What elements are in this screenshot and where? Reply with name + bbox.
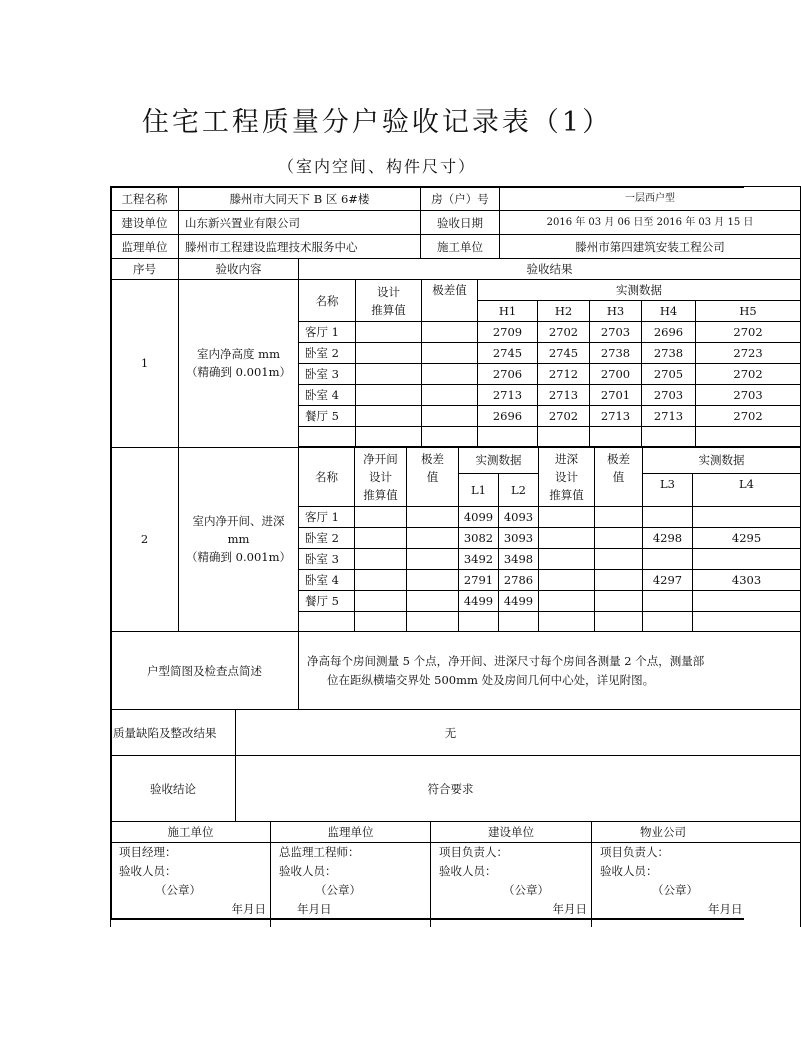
s2-depth-design-label bbox=[539, 447, 595, 506]
page-subtitle: （室内空间、构件尺寸） bbox=[277, 157, 476, 176]
s2-width-design-label bbox=[355, 447, 407, 506]
s1-h5-header: H5 bbox=[696, 301, 801, 322]
s1-cell: 2702 bbox=[538, 322, 590, 343]
s2-empty-cell bbox=[499, 611, 539, 631]
sig-role: 项目负责人： bbox=[439, 845, 508, 859]
col-result: 验收结果 bbox=[299, 259, 801, 280]
s1-cell: 2701 bbox=[590, 385, 642, 406]
defect-value: 无 bbox=[236, 710, 801, 756]
s2-cell: 4099 bbox=[459, 506, 499, 527]
s2-width-design-line3: 推算值 bbox=[363, 487, 398, 502]
s2-depth-design-line3: 推算值 bbox=[549, 487, 584, 502]
s1-cell: 2703 bbox=[590, 322, 642, 343]
s2-row-name: 卧室 2 bbox=[299, 527, 355, 548]
s1-h2-header: H2 bbox=[538, 301, 590, 322]
section1-content bbox=[179, 280, 299, 448]
s1-h3-header: H3 bbox=[590, 301, 642, 322]
s2-row-design bbox=[355, 527, 407, 548]
record-form bbox=[110, 186, 763, 919]
s2-cell: 4295 bbox=[693, 527, 801, 548]
s1-cell: 2723 bbox=[696, 343, 801, 364]
s1-cell: 2713 bbox=[642, 406, 696, 427]
sig-date: 年月日 bbox=[708, 902, 743, 916]
sig-role: 项目负责人： bbox=[600, 845, 669, 859]
s1-empty-cell bbox=[590, 427, 642, 447]
supervisor: 滕州市工程建设监理技术服务中心 bbox=[179, 235, 421, 259]
frame-bottom-border bbox=[110, 918, 744, 920]
section1-content-line1: 室内净高度 mm bbox=[197, 347, 280, 362]
sig-unit-property: 物业公司 bbox=[592, 822, 801, 843]
section2-content-line3: （精确到 0.001m） bbox=[186, 550, 291, 565]
s2-depth-tolerance-line2: 值 bbox=[612, 469, 625, 484]
sig-unit-construction: 施工单位 bbox=[111, 822, 271, 843]
s2-row-depth-design bbox=[539, 548, 595, 569]
project-name: 滕州市大同天下 B 区 6#楼 bbox=[179, 187, 421, 211]
s1-name-label: 名称 bbox=[299, 280, 356, 322]
s2-row-design bbox=[355, 590, 407, 611]
defect-label: 质量缺陷及整改结果 bbox=[111, 710, 236, 756]
s1-row-design bbox=[356, 322, 422, 343]
col-seq: 序号 bbox=[111, 259, 179, 280]
section2-seq: 2 bbox=[111, 447, 179, 632]
builder-label: 建设单位 bbox=[111, 211, 179, 235]
sig-seal: （公章） bbox=[315, 883, 361, 897]
sig-inspector: 验收人员： bbox=[439, 864, 497, 878]
s1-row-name: 卧室 4 bbox=[299, 385, 356, 406]
s2-cell bbox=[693, 548, 801, 569]
accept-date-label: 验收日期 bbox=[421, 211, 500, 235]
room-no-label: 房（户）号 bbox=[421, 187, 500, 211]
summary-table bbox=[110, 631, 801, 822]
frame-left-border bbox=[110, 186, 112, 919]
s2-depth-measured-label: 实测数据 bbox=[643, 447, 801, 473]
section1-seq: 1 bbox=[111, 280, 179, 448]
s1-measured-label: 实测数据 bbox=[478, 280, 801, 301]
s1-design-line2: 推算值 bbox=[371, 302, 406, 317]
s2-width-design-line1: 净开间 bbox=[363, 451, 398, 466]
s1-row-tolerance bbox=[422, 322, 478, 343]
s2-empty-cell bbox=[539, 611, 595, 631]
s2-row-depth-tolerance bbox=[595, 506, 643, 527]
sig-seal: （公章） bbox=[652, 883, 698, 897]
s2-depth-design-line1: 进深 bbox=[555, 451, 578, 466]
s2-empty-cell bbox=[407, 611, 459, 631]
plan-note bbox=[299, 632, 801, 710]
sig-inspector: 验收人员： bbox=[279, 864, 337, 878]
s1-cell: 2745 bbox=[538, 343, 590, 364]
s1-h1-header: H1 bbox=[478, 301, 538, 322]
s1-empty-cell bbox=[299, 427, 356, 447]
s2-width-measured-label: 实测数据 bbox=[459, 447, 539, 473]
s2-cell: 4093 bbox=[499, 506, 539, 527]
conclusion-label: 验收结论 bbox=[111, 756, 236, 822]
s2-cell: 2786 bbox=[499, 569, 539, 590]
s1-design-label bbox=[356, 280, 422, 322]
s2-row-depth-tolerance bbox=[595, 569, 643, 590]
s2-row-tolerance bbox=[407, 590, 459, 611]
s2-cell: 4297 bbox=[643, 569, 693, 590]
s1-cell: 2700 bbox=[590, 364, 642, 385]
constructor: 滕州市第四建筑安装工程公司 bbox=[500, 235, 801, 259]
s1-cell: 2738 bbox=[590, 343, 642, 364]
s1-cell: 2702 bbox=[696, 406, 801, 427]
s1-cell: 2712 bbox=[538, 364, 590, 385]
sig-role: 项目经理： bbox=[119, 845, 177, 859]
s2-cell: 3498 bbox=[499, 548, 539, 569]
s2-row-tolerance bbox=[407, 527, 459, 548]
header-table bbox=[110, 186, 801, 259]
sig-supervision bbox=[271, 843, 431, 927]
plan-label: 户型简图及检查点简述 bbox=[111, 632, 299, 710]
s2-cell: 2791 bbox=[459, 569, 499, 590]
s1-cell: 2713 bbox=[538, 385, 590, 406]
s2-depth-tolerance-line1: 极差 bbox=[607, 451, 630, 466]
section1-table bbox=[110, 258, 801, 448]
s2-width-design-line2: 设计 bbox=[369, 469, 392, 484]
s1-cell: 2702 bbox=[696, 322, 801, 343]
s2-row-tolerance bbox=[407, 569, 459, 590]
s2-cell: 4303 bbox=[693, 569, 801, 590]
plan-note-line2: 位在距纵横墙交界处 500mm 处及房间几何中心处，详见附图。 bbox=[327, 672, 655, 687]
s1-empty-cell bbox=[642, 427, 696, 447]
s1-h4-header: H4 bbox=[642, 301, 696, 322]
s1-empty-cell bbox=[356, 427, 422, 447]
col-content: 验收内容 bbox=[179, 259, 299, 280]
sig-role: 总监理工程师： bbox=[279, 845, 360, 859]
s2-width-tolerance-line2: 值 bbox=[426, 469, 439, 484]
s2-row-depth-tolerance bbox=[595, 590, 643, 611]
s1-row-tolerance bbox=[422, 385, 478, 406]
s2-width-tolerance-label bbox=[407, 447, 459, 506]
s2-cell: 4499 bbox=[459, 590, 499, 611]
sig-unit-builder: 建设单位 bbox=[431, 822, 592, 843]
s1-empty-cell bbox=[538, 427, 590, 447]
s2-row-name: 卧室 3 bbox=[299, 548, 355, 569]
builder: 山东新兴置业有限公司 bbox=[179, 211, 421, 235]
s1-row-name: 卧室 3 bbox=[299, 364, 356, 385]
s1-cell: 2745 bbox=[478, 343, 538, 364]
room-no: 一层西户型 bbox=[500, 187, 801, 211]
s1-empty-cell bbox=[478, 427, 538, 447]
s2-row-name: 餐厅 5 bbox=[299, 590, 355, 611]
sig-date: 年月日 bbox=[552, 902, 587, 916]
sig-inspector: 验收人员： bbox=[119, 864, 177, 878]
s1-cell: 2713 bbox=[590, 406, 642, 427]
s2-cell: 3082 bbox=[459, 527, 499, 548]
s2-cell bbox=[643, 548, 693, 569]
sig-inspector: 验收人员： bbox=[600, 864, 658, 878]
s1-empty-cell bbox=[696, 427, 801, 447]
section1-content-line2: （精确到 0.001m） bbox=[186, 365, 291, 380]
section2-content bbox=[179, 447, 299, 632]
s2-depth-tolerance-label bbox=[595, 447, 643, 506]
s1-row-name: 客厅 1 bbox=[299, 322, 356, 343]
project-name-label: 工程名称 bbox=[111, 187, 179, 211]
s2-empty-cell bbox=[595, 611, 643, 631]
accept-date: 2016 年 03 月 06 日至 2016 年 03 月 15 日 bbox=[500, 211, 801, 235]
s2-cell: 3093 bbox=[499, 527, 539, 548]
s1-cell: 2703 bbox=[642, 385, 696, 406]
sig-construction bbox=[111, 843, 271, 927]
s2-row-tolerance bbox=[407, 548, 459, 569]
sig-builder bbox=[431, 843, 592, 927]
sig-date: 年月日 bbox=[297, 902, 332, 916]
s2-row-design bbox=[355, 569, 407, 590]
sig-seal: （公章） bbox=[503, 883, 549, 897]
s2-l3-header: L3 bbox=[643, 473, 693, 506]
s1-cell: 2705 bbox=[642, 364, 696, 385]
s1-cell: 2702 bbox=[696, 364, 801, 385]
s2-empty-cell bbox=[299, 611, 355, 631]
s1-row-design bbox=[356, 406, 422, 427]
s1-empty-cell bbox=[422, 427, 478, 447]
sig-unit-supervision: 监理单位 bbox=[271, 822, 431, 843]
frame-top-border bbox=[110, 186, 744, 188]
s2-empty-cell bbox=[693, 611, 801, 631]
s2-row-depth-design bbox=[539, 527, 595, 548]
s2-cell bbox=[693, 506, 801, 527]
s1-cell: 2696 bbox=[478, 406, 538, 427]
s2-row-depth-design bbox=[539, 569, 595, 590]
s2-cell bbox=[643, 506, 693, 527]
s2-row-name: 卧室 4 bbox=[299, 569, 355, 590]
s2-row-depth-tolerance bbox=[595, 527, 643, 548]
conclusion-value: 符合要求 bbox=[236, 756, 801, 822]
s2-width-tolerance-line1: 极差 bbox=[421, 451, 444, 466]
s1-cell: 2709 bbox=[478, 322, 538, 343]
section2-content-line2: mm bbox=[227, 532, 250, 547]
s2-l1-header: L1 bbox=[459, 473, 499, 506]
page-title: 住宅工程质量分户验收记录表（1） bbox=[141, 107, 613, 138]
s1-row-design bbox=[356, 385, 422, 406]
s2-cell bbox=[643, 590, 693, 611]
s1-row-name: 餐厅 5 bbox=[299, 406, 356, 427]
s2-empty-cell bbox=[355, 611, 407, 631]
s2-cell bbox=[693, 590, 801, 611]
s2-name-label: 名称 bbox=[299, 447, 355, 506]
s1-cell: 2702 bbox=[538, 406, 590, 427]
s2-row-design bbox=[355, 506, 407, 527]
s1-row-design bbox=[356, 343, 422, 364]
supervisor-label: 监理单位 bbox=[111, 235, 179, 259]
s2-empty-cell bbox=[459, 611, 499, 631]
s1-cell: 2696 bbox=[642, 322, 696, 343]
sig-seal: （公章） bbox=[155, 883, 201, 897]
s2-depth-design-line2: 设计 bbox=[555, 469, 578, 484]
plan-note-line1: 净高每个房间测量 5 个点，净开间、进深尺寸每个房间各测量 2 个点，测量部 bbox=[307, 653, 705, 668]
s2-row-design bbox=[355, 548, 407, 569]
s1-design-line1: 设计 bbox=[377, 284, 400, 299]
s2-row-depth-design bbox=[539, 506, 595, 527]
s2-row-tolerance bbox=[407, 506, 459, 527]
s2-cell: 3492 bbox=[459, 548, 499, 569]
s2-row-depth-design bbox=[539, 590, 595, 611]
s2-empty-cell bbox=[643, 611, 693, 631]
s1-row-tolerance bbox=[422, 343, 478, 364]
s2-l2-header: L2 bbox=[499, 473, 539, 506]
s1-row-tolerance bbox=[422, 406, 478, 427]
constructor-label: 施工单位 bbox=[421, 235, 500, 259]
s1-row-tolerance bbox=[422, 364, 478, 385]
section2-table bbox=[110, 447, 801, 633]
s1-tolerance-label: 极差值 bbox=[422, 280, 478, 322]
sig-property bbox=[592, 843, 801, 927]
s2-l4-header: L4 bbox=[693, 473, 801, 506]
s1-cell: 2713 bbox=[478, 385, 538, 406]
s2-cell: 4499 bbox=[499, 590, 539, 611]
signature-table bbox=[110, 821, 801, 927]
sig-date: 年月日 bbox=[231, 902, 266, 916]
s1-row-name: 卧室 2 bbox=[299, 343, 356, 364]
s1-row-design bbox=[356, 364, 422, 385]
s1-cell: 2706 bbox=[478, 364, 538, 385]
s2-row-depth-tolerance bbox=[595, 548, 643, 569]
s2-row-name: 客厅 1 bbox=[299, 506, 355, 527]
s1-cell: 2738 bbox=[642, 343, 696, 364]
s2-cell: 4298 bbox=[643, 527, 693, 548]
s1-cell: 2703 bbox=[696, 385, 801, 406]
section2-content-line1: 室内净开间、进深 bbox=[192, 514, 285, 529]
